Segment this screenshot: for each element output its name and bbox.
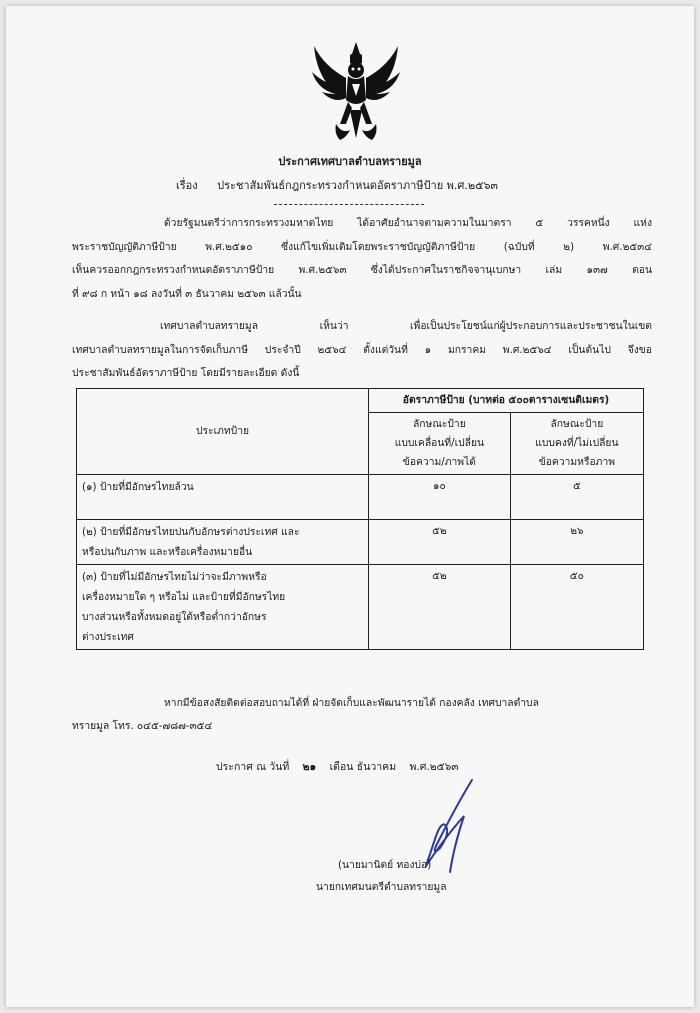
row-type-line: ต่างประเทศ (82, 631, 134, 643)
row-moving-rate: ๑๐ (369, 475, 511, 520)
garuda-emblem-icon (306, 38, 406, 146)
row-moving-rate: ๕๒ (369, 565, 511, 650)
row-fixed-rate: ๒๖ (510, 520, 643, 565)
paragraph-1 (72, 212, 652, 306)
row-type-line: (๒) ป้ายที่มีอักษรไทยปนกับอักษรต่างประเทศ และ (82, 526, 300, 538)
paragraph-line: เห็นควรออกกฎกระทรวงกำหนดอัตราภาษีป้าย พ.ศ.๒๕๖๓ ซึ่งได้ประกาศในราชกิจจานุเบกษา เล่ม ๑๓๗ ตอน (72, 264, 652, 276)
row-fixed-rate: ๕ (510, 475, 643, 520)
table-row (77, 520, 644, 565)
announce-month: เดือน ธันวาคม (329, 761, 397, 773)
tax-rate-table (76, 388, 644, 650)
table-row (77, 565, 644, 650)
paragraph-line: หากมีข้อสงสัยติดต่อสอบถามได้ที่ ฝ่ายจัดเก็บและพัฒนารายได้ กองคลัง เทศบาลตำบล (164, 697, 539, 709)
header-line: แบบเคลื่อนที่/เปลี่ยน (394, 437, 485, 449)
row-type-cell (77, 565, 369, 650)
announce-year: พ.ศ.๒๕๖๓ (409, 761, 459, 773)
header-line: ลักษณะป้าย (550, 418, 604, 430)
title-divider (274, 204, 424, 205)
paragraph-line: เทศบาลตำบลทรายมูล เห็นว่า เพื่อเป็นประโยชน์แก่ผู้ประกอบการและประชาชนในเขต (160, 320, 652, 332)
header-line: ลักษณะป้าย (412, 418, 466, 430)
row-type-cell (77, 475, 369, 520)
signer-position: นายกเทศมนตรีตำบลทรายมูล (316, 881, 447, 893)
row-fixed-rate: ๕๐ (510, 565, 643, 650)
announce-prefix: ประกาศ ณ วันที่ (216, 761, 290, 773)
row-type-cell (77, 520, 369, 565)
row-type-line: หรือปนกับภาพ และหรือเครื่องหมายอื่น (82, 546, 253, 558)
row-type-line: (๓) ป้ายที่ไม่มีอักษรไทยไม่ว่าจะมีภาพหรือ (82, 571, 267, 583)
subject-text: ประชาสัมพันธ์กฎกระทรวงกำหนดอัตราภาษีป้าย พ.ศ.๒๕๖๓ (217, 179, 498, 192)
header-tax-rate: อัตราภาษีป้าย (บาทต่อ ๕๐๐ตารางเซนติเมตร) (369, 389, 644, 413)
paragraph-2 (72, 315, 652, 386)
paragraph-line: ทรายมูล โทร. ๐๔๕-๗๘๗-๓๕๔ (72, 720, 213, 732)
row-moving-rate: ๕๒ (369, 520, 511, 565)
document-page (6, 6, 694, 1007)
row-type-line: เครื่องหมายใด ๆ หรือไม่ และป้ายที่มีอักษรไทย (82, 591, 286, 603)
paragraph-line: ที่ ๙๘ ก หน้า ๑๘ ลงวันที่ ๓ ธันวาคม ๒๕๖๓ แล้วนั้น (72, 287, 302, 300)
announce-day: ๒๑ (302, 761, 317, 773)
document-subject (176, 176, 498, 194)
signer-name: (นายมานิตย์ ทองบ่อ) (338, 859, 432, 871)
paragraph-line: พระราชบัญญัติภาษีป้าย พ.ศ.๒๕๑๐ ซึ่งแก้ไขเพิ่มเติมโดยพระราชบัญญัติภาษีป้าย (ฉบับที่ ๒) พ.ศ.๒๕๓๔ (72, 240, 652, 253)
header-moving-sign (369, 413, 511, 475)
paragraph-line: ด้วยรัฐมนตรีว่าการกระทรวงมหาดไทย ได้อาศัยอำนาจตามความในมาตรา ๕ วรรคหนึ่ง แห่ง (164, 217, 652, 229)
announce-date (216, 758, 468, 775)
header-line: ข้อความหรือภาพ (538, 456, 616, 468)
table-row (77, 475, 644, 520)
header-fixed-sign (510, 413, 643, 475)
row-type-line: (๑) ป้ายที่มีอักษรไทยล้วน (82, 481, 194, 493)
header-sign-type: ประเภทป้าย (77, 389, 369, 475)
document-title: ประกาศเทศบาลตำบลทรายมูล (278, 155, 422, 168)
header-line: ข้อความ/ภาพได้ (402, 456, 476, 468)
subject-label: เรื่อง (176, 179, 198, 192)
paragraph-line: ประชาสัมพันธ์อัตราภาษีป้าย โดยมีรายละเอียด ดังนี้ (72, 367, 300, 379)
contact-paragraph (72, 692, 652, 738)
paragraph-line: เทศบาลตำบลทรายมูลในการจัดเก็บภาษี ประจำปี ๒๕๖๔ ตั้งแต่วันที่ ๑ มกราคม พ.ศ.๒๕๖๔ เป็นต้นไป จึงขอ (72, 343, 652, 356)
header-line: แบบคงที่/ไม่เปลี่ยน (535, 437, 619, 449)
row-type-line: บางส่วนหรือทั้งหมดอยู่ใต้หรือต่ำกว่าอักษร (82, 611, 267, 623)
